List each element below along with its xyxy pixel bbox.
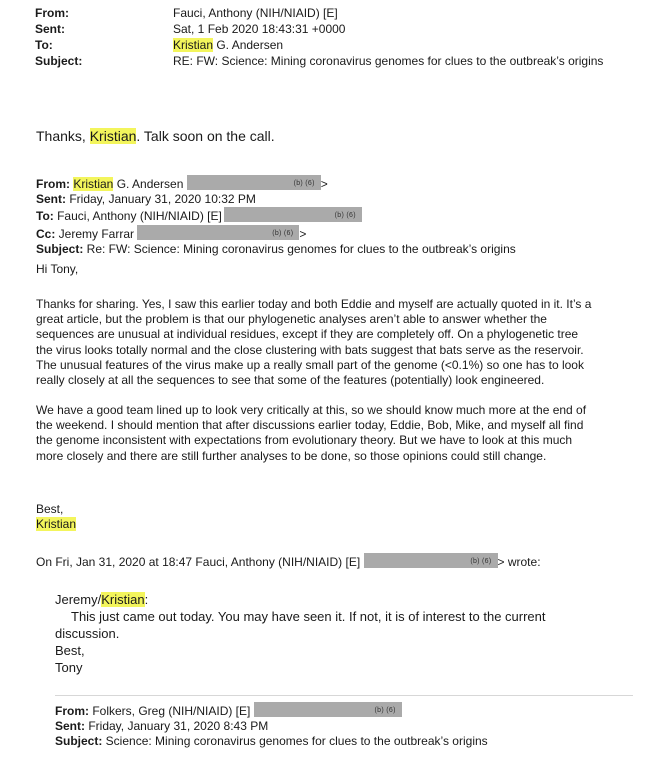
forward-header-1: From: Kristian G. Andersen (b) (6) > Sent: Friday, January 31, 2020 10:32 PM To: Fauci, Anthony (NIH/NIAID) [E] (b) (6) Cc: Jeremy Farrar (b) (6) > Subject: Re: FW: Science: Mining coronavirus genomes for clues to the outbreak’s origins xyxy=(36,177,516,256)
forward-header-2: From: Folkers, Greg (NIH/NIAID) [E] (b) (6) Sent: Friday, January 31, 2020 8:43 PM Subject: Science: Mining coronavirus genomes for clues to the outbreak’s origins xyxy=(55,704,488,749)
reply-text: Thanks, Kristian. Talk soon on the call. xyxy=(36,128,275,144)
quoted-message: Jeremy/Kristian: This just came out today. You may have seen it. If not, it is of interest to the current discussion. Best, Tony xyxy=(55,592,546,675)
sent-value: Sat, 1 Feb 2020 18:43:31 +0000 xyxy=(173,22,346,36)
signature: Kristian xyxy=(36,517,77,532)
redaction-box: (b) (6) xyxy=(187,175,321,190)
divider xyxy=(55,695,633,696)
highlighted-name: Kristian xyxy=(101,592,145,607)
subject-value: RE: FW: Science: Mining coronavirus genomes for clues to the outbreak’s origins xyxy=(173,54,604,68)
highlighted-name: Kristian xyxy=(73,177,114,191)
from-value: Fauci, Anthony (NIH/NIAID) [E] xyxy=(173,6,338,20)
highlighted-name: Kristian xyxy=(173,38,214,52)
subject-label: Subject: xyxy=(35,54,83,68)
body-paragraph-2: We have a good team lined up to look very critically at this, so we should know much more at the end of the weekend. I should mention that after discussions earlier today, Eddie, Bob, Mike, and myself all find the genome inconsistent with expectations from evolutionary theory. But we have to look at this much more closely and there are still further analyses to be done, so those opinions could still change. xyxy=(36,403,587,463)
email-header xyxy=(35,5,603,69)
redaction-box: (b) (6) xyxy=(137,225,299,240)
redaction-box: (b) (6) xyxy=(254,702,402,717)
body-paragraph-1: Thanks for sharing. Yes, I saw this earlier today and both Eddie and myself are actually quoted in it. It’s a great article, but the problem is that our phylogenetic analyses aren’t able to answer whether the sequences are unusual at individual residues, except if they are completely off. On a phylogenetic tree the virus looks totally normal and the close clustering with bats suggest that bats serve as the reservoir. The unusual features of the virus make up a really small part of the genome (<0.1%) so one has to look really closely at all the sequences to see that some of the features (potentially) look engineered. xyxy=(36,297,592,388)
to-label: To: xyxy=(35,38,53,52)
redaction-box: (b) (6) xyxy=(364,553,498,568)
highlighted-name: Kristian xyxy=(89,128,137,144)
sent-label: Sent: xyxy=(35,22,65,36)
from-label: From: xyxy=(35,6,69,20)
to-value: Kristian G. Andersen xyxy=(173,38,284,52)
quote-attribution: On Fri, Jan 31, 2020 at 18:47 Fauci, Anthony (NIH/NIAID) [E] (b) (6) > wrote: xyxy=(36,555,541,569)
closing: Best, Kristian xyxy=(36,502,77,532)
redaction-box: (b) (6) xyxy=(224,207,362,222)
greeting: Hi Tony, xyxy=(36,262,79,276)
